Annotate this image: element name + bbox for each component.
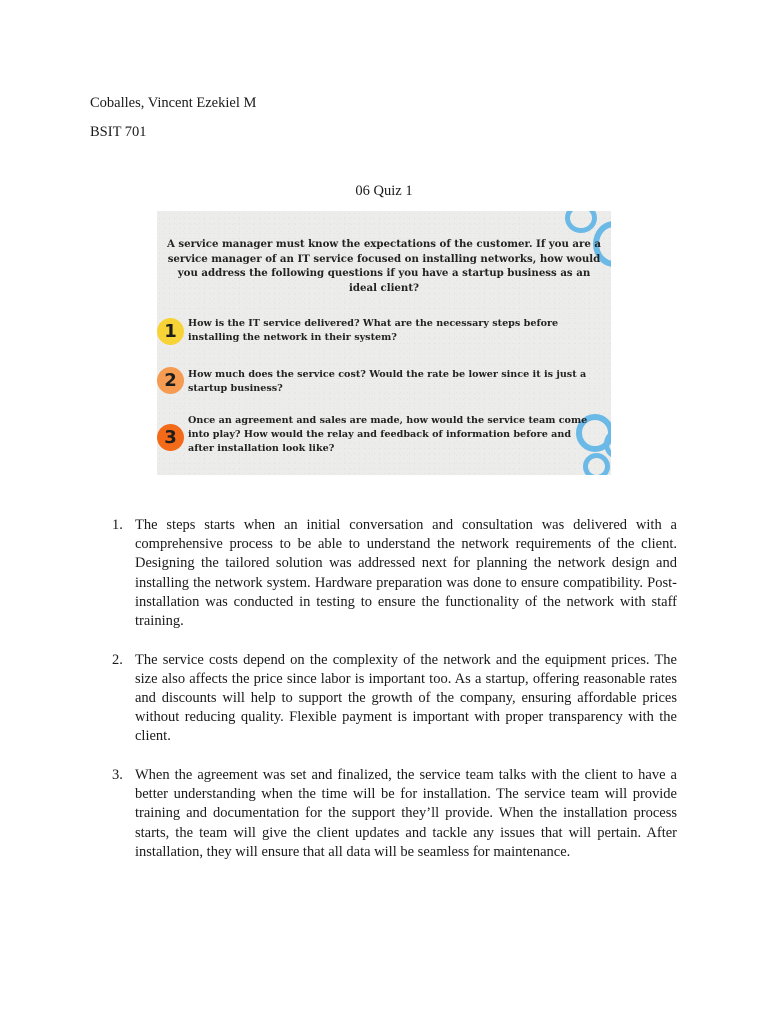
answer-number: 1.	[112, 517, 123, 533]
answer-number: 2.	[112, 651, 123, 668]
answer-text: When the agreement was set and finalized, the service team talks with the client to have a better understanding when the time will be for installation. The service team will provide training and documentation for the support they’ll provide. When the installation process starts, the team will give the client updates and tackle any issues that will pertain. After installation, they will ensure that all data will be seamless for maintenance.	[135, 767, 677, 860]
author-name: Coballes, Vincent Ezekiel M	[90, 95, 257, 111]
answer-text: The steps starts when an initial conversation and consultation was delivered with a comprehensive process to be able to understand the network requirements of the client. Designing the tailored solution was addressed next for planning the network design and installing the network system. Hardware preparation was done to ensure compatibility. Post-installation was conducted in testing to ensure the functionality of the network with staff training.	[135, 517, 677, 630]
quiz-question: Once an agreement and sales are made, how would the service team come into play? How would the relay and feedback of information before and after installation look like?	[188, 415, 588, 454]
answer-item	[90, 651, 677, 747]
quiz-question-image	[157, 211, 611, 475]
question-number-badge: 1	[157, 318, 184, 345]
decorative-ring-icon	[583, 453, 610, 475]
answer-text: The service costs depend on the complexity of the network and the equipment prices. The size also affects the price since labor is important too. As a startup, offering reasonable rates and discounts will help to support the growth of the company, ensuring affordable prices without reducing quality. Flexible payment is important with proper transparency with the client.	[135, 651, 677, 745]
document-title: 06 Quiz 1	[355, 183, 413, 199]
question-number-badge: 3	[157, 424, 184, 451]
quiz-prompt: A service manager must know the expectations of the customer. If you are a service manager of an IT service focused on installing networks, how would you address the following questions if you have a startup business as an ideal client?	[166, 238, 602, 294]
question-number-badge: 2	[157, 367, 184, 394]
answer-list	[90, 516, 677, 881]
quiz-question: How is the IT service delivered? What are the necessary steps before installing the network in their system?	[188, 318, 559, 343]
answer-item	[90, 766, 677, 862]
course-section: BSIT 701	[90, 124, 147, 140]
answer-number: 3.	[112, 767, 123, 784]
quiz-question: How much does the service cost? Would the rate be lower since it is just a startup business?	[188, 369, 587, 394]
decorative-ring-icon	[565, 211, 597, 233]
answer-item	[90, 516, 677, 631]
